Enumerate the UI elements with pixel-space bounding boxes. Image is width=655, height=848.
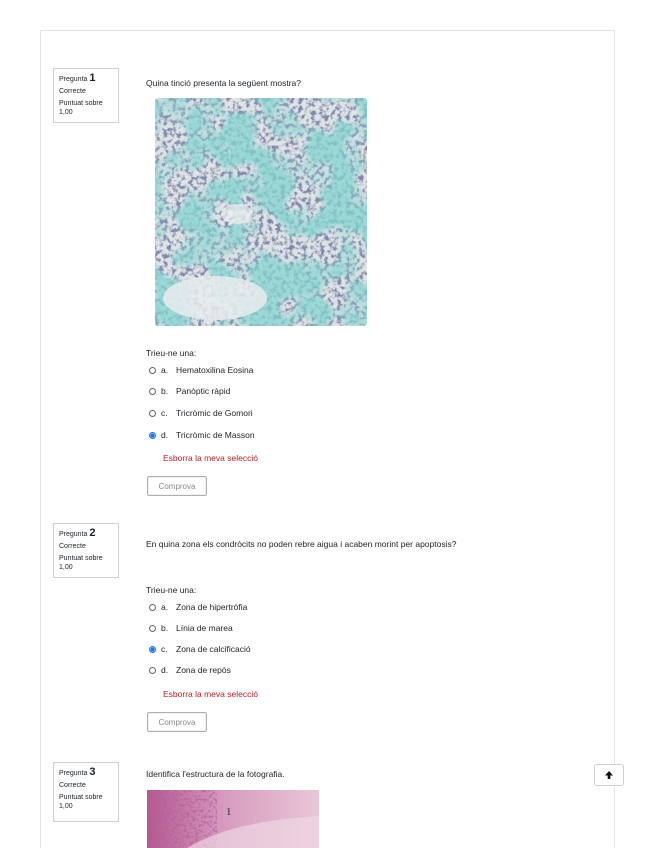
- option-letter: a.: [161, 602, 169, 612]
- question-1-clear-selection-link[interactable]: Esborra la meva selecció: [163, 453, 258, 463]
- question-1-check-button[interactable]: Comprova: [147, 476, 207, 496]
- option-label: Zona de repòs: [176, 665, 231, 675]
- option-label: Zona de calcificació: [176, 644, 251, 654]
- question-3-info: [53, 762, 119, 822]
- question-1-prompt: Trieu-ne una:: [146, 348, 197, 358]
- question-2-text: En quina zona els condròcits no poden rebre aigua i acaben morint per apoptosis?: [146, 539, 457, 549]
- radio-button[interactable]: [149, 367, 156, 374]
- option-letter: c.: [161, 644, 168, 654]
- question-state: Correcte: [59, 543, 86, 550]
- photo-label: 1: [226, 806, 232, 818]
- question-1-text: Quina tinció presenta la següent mostra?: [146, 78, 301, 88]
- question-2-prompt: Trieu-ne una:: [146, 585, 197, 595]
- question-3-text: Identifica l'estructura de la fotografia.: [146, 769, 285, 779]
- question-2-check-button[interactable]: Comprova: [147, 712, 207, 732]
- radio-button[interactable]: [149, 604, 156, 611]
- option-letter: d.: [161, 665, 169, 675]
- question-label: Pregunta: [59, 531, 88, 538]
- question-grade: Puntuat sobre 1,00: [59, 555, 103, 571]
- option-label: Zona de hipertròfia: [176, 602, 248, 612]
- radio-button-selected[interactable]: [149, 432, 156, 439]
- question-1-option-b[interactable]: [149, 385, 230, 397]
- question-2-clear-selection-link[interactable]: Esborra la meva selecció: [163, 689, 258, 699]
- question-1-option-d[interactable]: [149, 429, 255, 441]
- option-label: Tricròmic de Gomori: [176, 408, 253, 418]
- option-label: Línia de marea: [176, 623, 233, 633]
- question-3-histology-photo: [147, 790, 319, 848]
- question-2-option-b[interactable]: [149, 622, 233, 634]
- question-1-info: [53, 68, 119, 123]
- question-1-option-c[interactable]: [149, 407, 253, 419]
- option-label: Tricròmic de Masson: [176, 430, 255, 440]
- radio-button[interactable]: [149, 388, 156, 395]
- question-label: Pregunta: [59, 770, 88, 777]
- question-number: 1: [89, 72, 96, 84]
- question-2-option-c[interactable]: [149, 643, 251, 655]
- question-number: 2: [89, 527, 96, 539]
- question-label: Pregunta: [59, 76, 88, 83]
- question-2-option-d[interactable]: [149, 664, 231, 676]
- question-number: 3: [89, 766, 96, 778]
- radio-button[interactable]: [149, 625, 156, 632]
- option-letter: b.: [161, 386, 169, 396]
- option-label: Hematoxilina Eosina: [176, 365, 254, 375]
- question-state: Correcte: [59, 88, 86, 95]
- option-letter: c.: [161, 408, 168, 418]
- question-1-stain-image: [155, 98, 367, 326]
- option-letter: a.: [161, 365, 169, 375]
- radio-button[interactable]: [149, 410, 156, 417]
- question-2-info: [53, 523, 119, 578]
- question-1-option-a[interactable]: [149, 364, 253, 376]
- radio-button-selected[interactable]: [149, 646, 156, 653]
- back-to-top-button[interactable]: [594, 764, 624, 786]
- option-letter: b.: [161, 623, 169, 633]
- question-grade: Puntuat sobre 1,00: [59, 100, 103, 116]
- radio-button[interactable]: [149, 667, 156, 674]
- question-grade: Puntuat sobre 1,00: [59, 794, 103, 810]
- question-2-option-a[interactable]: [149, 601, 247, 613]
- option-label: Panòptic ràpid: [176, 386, 231, 396]
- question-state: Correcte: [59, 782, 86, 789]
- option-letter: d.: [161, 430, 169, 440]
- arrow-up-icon: [604, 770, 614, 780]
